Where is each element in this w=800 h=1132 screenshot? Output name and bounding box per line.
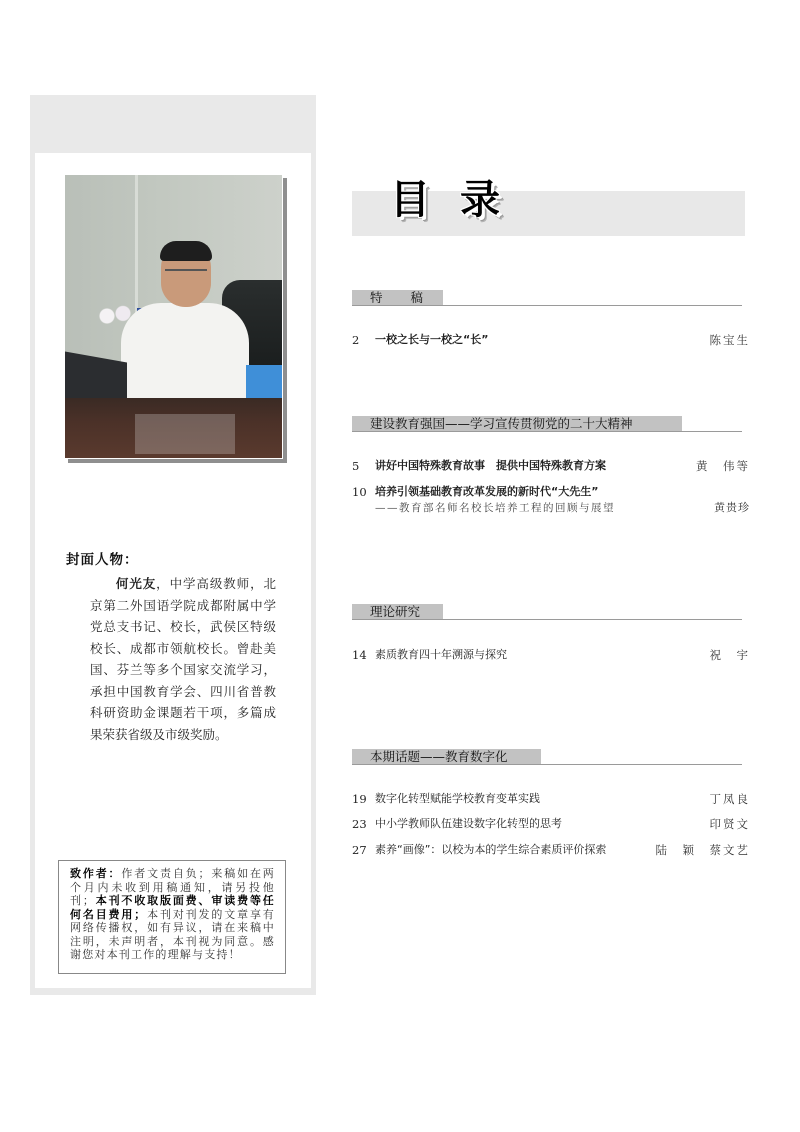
section-rule (352, 431, 742, 432)
entry-title[interactable]: 培养引领基础教育改革发展的新时代“大先生” (375, 485, 599, 498)
toc-section-education-power (352, 416, 750, 526)
toc-entry[interactable] (352, 484, 750, 516)
entry-author: 黄贵珍 (714, 501, 750, 514)
entry-title[interactable]: 数字化转型赋能学校教育变革实践 (375, 792, 540, 805)
entry-page-number: 2 (352, 333, 360, 347)
entry-title[interactable]: 一校之长与一校之“长” (375, 333, 489, 346)
entry-page-number: 5 (352, 459, 360, 473)
entry-author: 丁凤良 (709, 792, 750, 806)
toc-section-special (352, 290, 750, 360)
entry-title[interactable]: 讲好中国特殊教育故事 提供中国特殊教育方案 (375, 459, 606, 472)
toc-entry[interactable] (352, 647, 750, 663)
toc-section-theory (352, 604, 750, 674)
cover-photo-frame (64, 174, 283, 459)
toc-title: 目录 (390, 177, 530, 223)
entry-page-number: 14 (352, 648, 367, 662)
notice-bold-text: 本刊不收取版面费、审读费等任何名目费用； (70, 894, 275, 921)
section-rule (352, 305, 742, 306)
photo-person-shirt (121, 303, 249, 403)
photo-person-glasses (165, 269, 207, 277)
entry-title[interactable]: 中小学教师队伍建设数字化转型的思考 (375, 817, 562, 830)
toc-section-digital-education (352, 749, 750, 869)
entry-author: 印贤文 (709, 817, 750, 831)
entry-title[interactable]: 素质教育四十年溯源与探究 (375, 648, 507, 661)
entry-author: 陆 颖 蔡文艺 (655, 843, 750, 857)
entry-page-number: 23 (352, 817, 367, 831)
section-rule (352, 619, 742, 620)
toc-entry[interactable] (352, 458, 750, 474)
section-heading: 理论研究 (352, 604, 443, 619)
toc-entry[interactable] (352, 332, 750, 348)
cover-panel (30, 95, 316, 995)
entry-page-number: 19 (352, 792, 367, 806)
notice-text-2: 本刊对刊发的文章享有网络传播权，如有异议，请在来稿中注明，未声明者，本刊视为同意。感谢您对本刊工作的理解与支持！ (70, 907, 275, 961)
photo-person-hair (160, 241, 212, 261)
cover-person-name: 何光友 (115, 576, 157, 591)
entry-subtitle: ——教育部名师名校长培养工程的回顾与展望 (375, 502, 615, 514)
entry-author: 陈宝生 (709, 333, 750, 347)
entry-title[interactable]: 素养“画像”：以校为本的学生综合素质评价探索 (375, 843, 607, 856)
entry-page-number: 10 (352, 485, 367, 499)
author-notice-box (58, 860, 286, 974)
cover-person-bio (90, 573, 276, 745)
toc-entry[interactable] (352, 842, 750, 858)
cover-person-bio-text: ，中学高级教师，北京第二外国语学院成都附属中学党总支书记、校长，武侯区特级校长、成都市领航校长。曾赴美国、芬兰等多个国家交流学习，承担中国教育学会、四川省普教科研资助金课题若干项，多篇成果荣获省级及市级奖励。 (90, 576, 276, 742)
notice-text-1: 作者文责自负；来稿如在两个月内未收到用稿通知，请另投他刊； (70, 867, 275, 907)
photo-desk-reflection (135, 414, 235, 454)
section-heading: 本期话题——教育数字化 (352, 749, 541, 764)
cover-person-label: 封面人物： (66, 552, 139, 568)
entry-author: 黄 伟等 (696, 459, 750, 473)
section-heading: 特 稿 (352, 290, 443, 305)
section-heading: 建设教育强国——学习宣传贯彻党的二十大精神 (352, 416, 682, 431)
toc-entry[interactable] (352, 791, 750, 807)
entry-author: 祝 宇 (709, 648, 750, 662)
notice-lead: 致作者： (70, 867, 122, 880)
section-rule (352, 764, 742, 765)
cover-photo (65, 175, 282, 458)
cover-panel-inner (35, 153, 311, 988)
toc-entry[interactable] (352, 816, 750, 832)
entry-page-number: 27 (352, 843, 367, 857)
